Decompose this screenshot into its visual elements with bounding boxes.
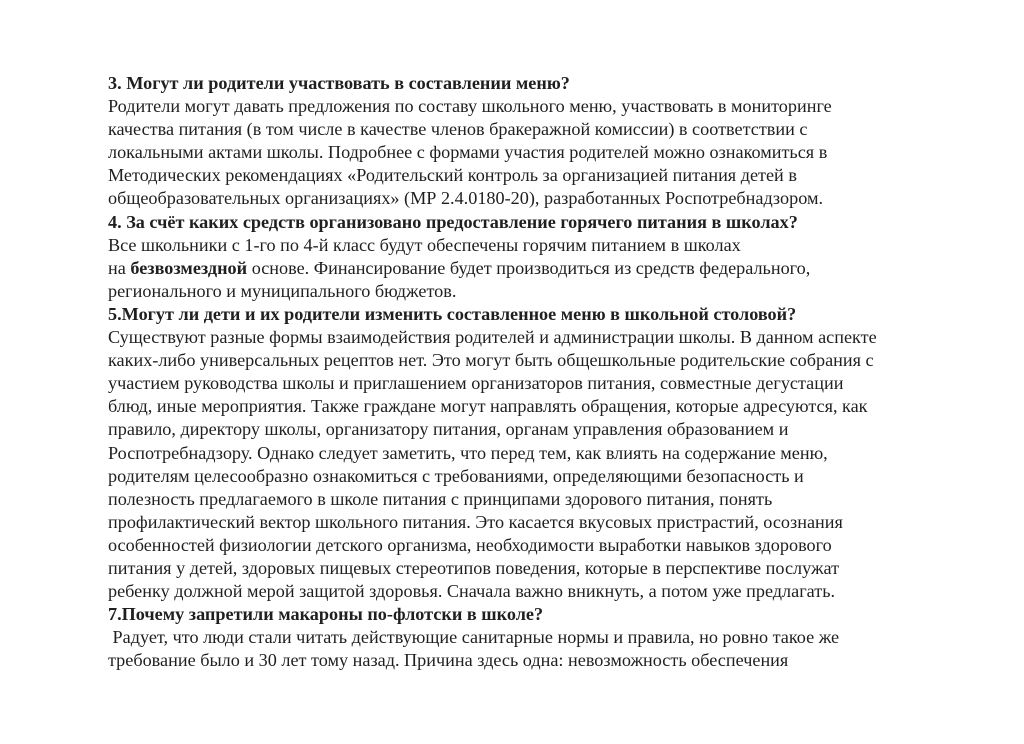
question-7-heading: 7.Почему запретили макароны по-флотски в школе? xyxy=(108,604,544,625)
answer-5-line: питания у детей, здоровых пищевых стереотипов поведения, которые в перспективе послужат xyxy=(108,557,840,578)
question-4-heading: 4. За счёт каких средств организовано предоставление горячего питания в школах? xyxy=(108,211,798,232)
answer-5-line: полезность предлагаемого в школе питания с принципами здорового питания, понять xyxy=(108,488,773,509)
answer-4-text: на xyxy=(108,257,131,278)
answer-5-line: каких-либо универсальных рецептов нет. Это могут быть общешкольные родительские собрания с xyxy=(108,350,874,371)
answer-5-line: профилактический вектор школьного питания. Это касается вкусовых пристрастий, осознания xyxy=(108,511,843,532)
answer-7-line: Радует, что люди стали читать действующие санитарные нормы и правила, но ровно такое же xyxy=(108,627,840,648)
document-text xyxy=(108,72,988,672)
answer-5-line: родителям целесообразно ознакомиться с требованиями, определяющими безопасность и xyxy=(108,465,804,486)
answer-7-line: требование было и 30 лет тому назад. Причина здесь одна: невозможность обеспечения xyxy=(108,650,789,671)
answer-3-line: локальными актами школы. Подробнее с формами участия родителей можно ознакомиться в xyxy=(108,142,828,163)
answer-3-line: Методических рекомендациях «Родительский контроль за организацией питания детей в xyxy=(108,165,797,186)
answer-3-line: качества питания (в том числе в качестве членов бракеражной комиссии) в соответствии с xyxy=(108,119,808,140)
question-5-heading: 5.Могут ли дети и их родители изменить составленное меню в школьной столовой? xyxy=(108,303,797,324)
answer-5-line: особенностей физиологии детского организма, необходимости выработки навыков здорового xyxy=(108,534,832,555)
answer-5-line: Роспотребнадзору. Однако следует заметить, что перед тем, как влиять на содержание меню, xyxy=(108,442,828,463)
answer-5-line: участием руководства школы и приглашением организаторов питания, совместные дегустации xyxy=(108,373,844,394)
answer-4-line xyxy=(108,257,988,280)
answer-3-line: общеобразовательных организациях» (МР 2.4.0180-20), разработанных Роспотребнадзором. xyxy=(108,188,823,209)
answer-5-line: правило, директору школы, организатору питания, органам управления образованием и xyxy=(108,419,789,440)
answer-4-line: Все школьники с 1-го по 4-й класс будут обеспечены горячим питанием в школах xyxy=(108,234,741,255)
question-3-heading: 3. Могут ли родители участвовать в составлении меню? xyxy=(108,73,570,93)
emphasis-free-of-charge: безвозмездной xyxy=(130,257,248,278)
answer-3-line: Родители могут давать предложения по составу школьного меню, участвовать в мониторинге xyxy=(108,96,832,117)
answer-5-line: блюд, иные мероприятия. Также граждане могут направлять обращения, которые адресуются, как xyxy=(108,396,868,417)
answer-4-line: регионального и муниципального бюджетов. xyxy=(108,280,457,301)
answer-5-line: ребенку должной мерой защитой здоровья. Сначала важно вникнуть, а потом уже предлагать. xyxy=(108,581,836,602)
answer-5-line: Существуют разные формы взаимодействия родителей и администрации школы. В данном аспекте xyxy=(108,327,877,348)
answer-4-text: основе. Финансирование будет производиться из средств федерального, xyxy=(247,257,811,278)
